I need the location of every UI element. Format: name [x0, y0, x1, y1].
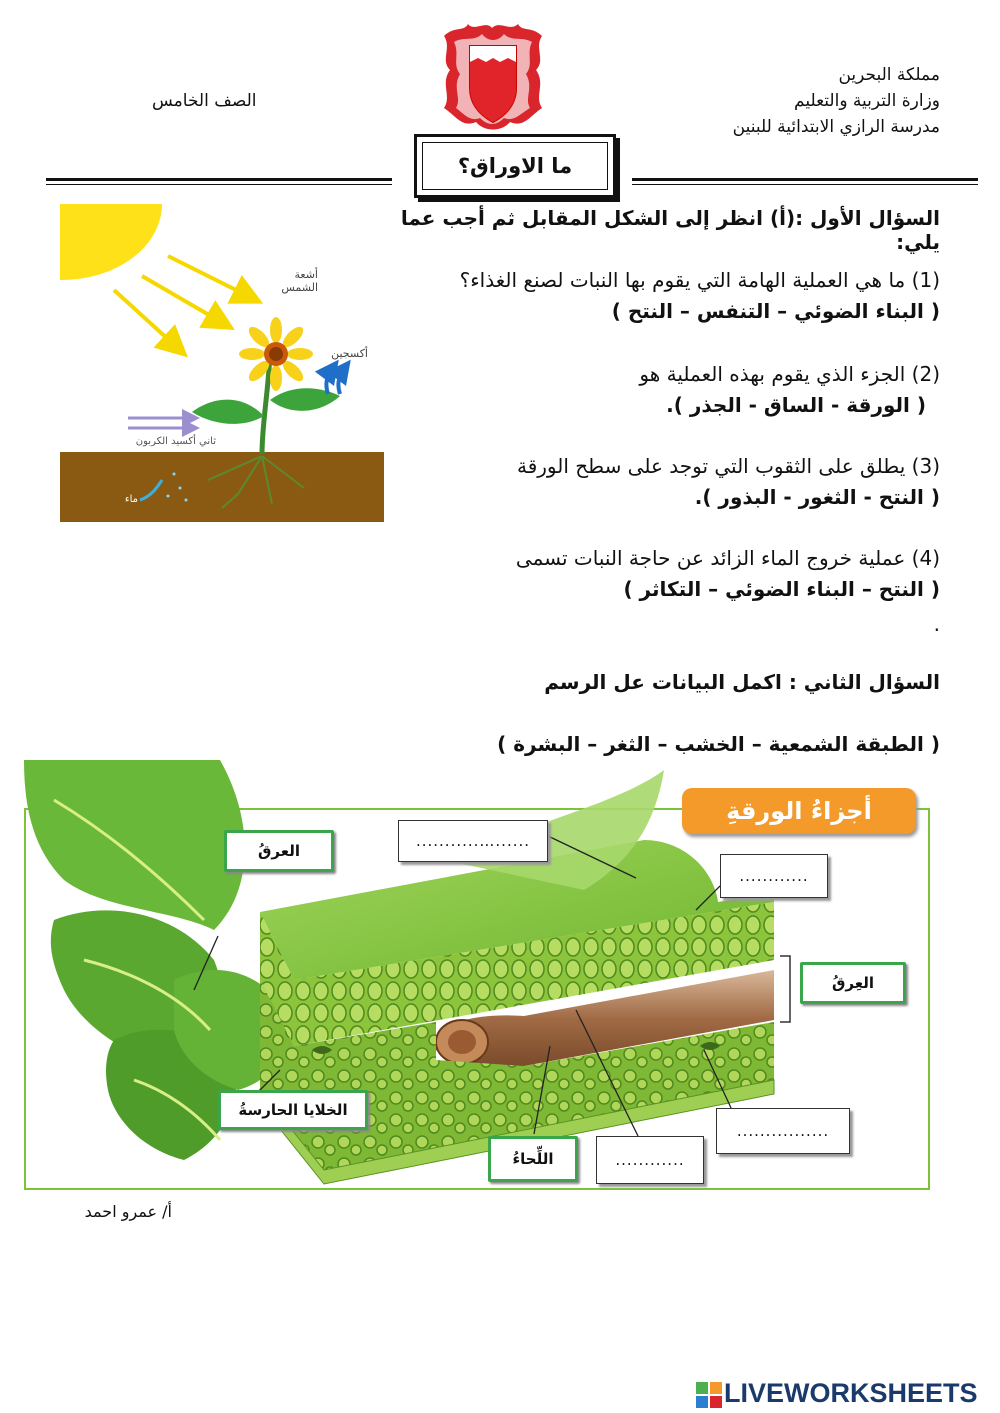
q2-options: ( الطبقة الشمعية – الخشب – الثغر – البشرة ): [497, 732, 940, 756]
blank-input-cuticle[interactable]: ...........…......: [398, 820, 548, 862]
label-water: ماء: [124, 494, 138, 505]
label-guard-cells: الخلايا الحارسةُ: [218, 1090, 368, 1130]
header-grade: الصف الخامس: [152, 91, 257, 111]
q1-item-3-question: [400, 454, 940, 478]
header-kingdom: مملكة البحرين: [838, 65, 940, 85]
leaf-diagram-title: أجزاءُ الورقةِ: [682, 788, 916, 834]
q1-item-3-text: يطلق على الثقوب التي توجد على سطح الورقة: [516, 454, 906, 478]
bahrain-emblem: [434, 18, 552, 132]
q1-item-1-question: [400, 268, 940, 292]
liveworksheets-logo-icon: [696, 1382, 722, 1408]
header-rule-right-thin: [632, 184, 978, 185]
label-co2: ثاني أكسيد الكربون: [135, 436, 216, 447]
q1-item-4-num: (4): [911, 546, 940, 570]
label-vein-right: العِرقُ: [800, 962, 906, 1004]
q1-heading: السؤال الأول :(أ) انظر إلى الشكل المقابل ثم أجب عما يلي:: [400, 206, 940, 254]
header-rule-left-thin: [46, 184, 392, 185]
q1-item-4-options: ( النتح – البناء الضوئي – التكاثر ): [623, 577, 940, 601]
q1-item-3-options: ( النتح - الثغور - البذور ).: [694, 485, 940, 509]
blank-input-xylem[interactable]: ............: [596, 1136, 704, 1184]
plant-photosynthesis-diagram: [58, 204, 386, 524]
blank-input-stoma[interactable]: ................: [716, 1108, 850, 1154]
label-phloem: اللِّحاءُ: [488, 1136, 578, 1182]
worksheet-title: ما الاوراق؟: [422, 142, 608, 190]
liveworksheets-logo: [696, 1376, 996, 1410]
q1-item-4-text: عملية خروج الماء الزائد عن حاجة النبات تسمى: [515, 546, 906, 570]
header-rule-left-thick: [46, 178, 392, 181]
q1-item-3-num: (3): [911, 454, 940, 478]
q1-item-2-text: الجزء الذي يقوم بهذه العملية هو: [639, 362, 906, 386]
q1-item-2-question: [400, 362, 940, 386]
q1-item-1-text: ما هي العملية الهامة التي يقوم بها النبات لصنع الغذاء؟: [459, 268, 906, 292]
worksheet-title-box: [414, 134, 616, 198]
label-oxygen: أكسجين: [331, 347, 368, 360]
label-sun-rays: أشعة الشمس: [281, 268, 318, 294]
header-ministry: وزارة التربية والتعليم: [794, 91, 940, 111]
q1-item-1-num: (1): [911, 268, 940, 292]
header-rule-right-thick: [632, 178, 978, 181]
liveworksheets-logo-text: LIVEWORKSHEETS: [724, 1378, 978, 1408]
q1-item-4-question: [400, 546, 940, 570]
author-name: أ/ عمرو احمد: [84, 1202, 172, 1221]
q1-item-2-options: ( الورقة - الساق - الجذر ).: [666, 393, 926, 417]
label-vein-left: العرقُ: [224, 830, 334, 872]
header-school: مدرسة الرازي الابتدائية للبنين: [732, 117, 940, 137]
q1-dot: .: [933, 612, 940, 636]
q1-item-2-num: (2): [911, 362, 940, 386]
blank-input-epidermis[interactable]: ............: [720, 854, 828, 898]
sun-icon: [60, 204, 162, 280]
q1-item-1-options: ( البناء الضوئي – التنفس – النتح ): [611, 299, 940, 323]
q2-heading: السؤال الثاني : اكمل البيانات عل الرسم: [544, 670, 940, 694]
